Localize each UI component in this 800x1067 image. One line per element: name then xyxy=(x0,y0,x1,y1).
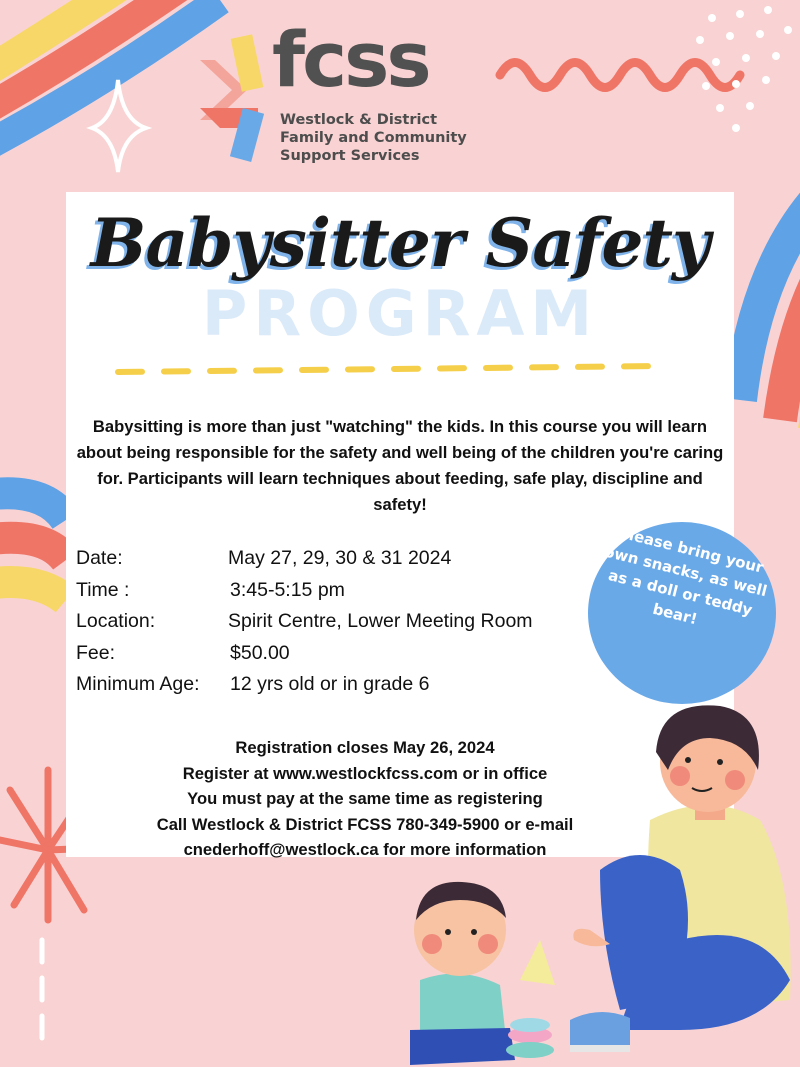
page-subtitle: PROGRAM xyxy=(201,277,599,350)
detail-label: Fee: xyxy=(76,642,116,664)
detail-value: 3:45-5:15 pm xyxy=(230,579,345,601)
detail-value: $50.00 xyxy=(230,642,290,664)
detail-value: Spirit Centre, Lower Meeting Room xyxy=(228,610,533,632)
detail-value: 12 yrs old or in grade 6 xyxy=(230,673,430,695)
fcss-wordmark: fcss xyxy=(272,15,429,104)
reminder-text: Please bring your own snacks, as well as a doll or teddy bear! xyxy=(602,523,769,629)
registration-line: Register at www.westlockfcss.com or in office xyxy=(182,763,548,783)
page-title: Babysitter Safety xyxy=(90,204,710,282)
organization-name xyxy=(280,111,467,165)
dashed-divider xyxy=(110,360,670,380)
child-illustration xyxy=(390,870,570,1067)
detail-label: Date: xyxy=(76,547,123,569)
org-line: Family and Community xyxy=(280,130,467,146)
detail-label: Time : xyxy=(76,579,130,601)
registration-line: cnederhoff@westlock.ca for more information xyxy=(183,840,547,860)
rainbow-left xyxy=(0,493,66,600)
registration-line: Registration closes May 26, 2024 xyxy=(235,738,495,757)
adult-illustration xyxy=(560,700,800,1067)
org-line: Westlock & District xyxy=(280,112,438,128)
detail-label: Minimum Age: xyxy=(76,673,200,695)
fcss-logo-mark xyxy=(200,34,264,162)
org-line: Support Services xyxy=(280,148,420,164)
registration-line: You must pay at the same time as registering xyxy=(187,789,543,809)
detail-label: Location: xyxy=(76,610,156,632)
program-description: Babysitting is more than just "watching" the kids. In this course you will learn about being responsible for the safety and well being of the children you're caring for. Participants will learn techniques about feeding, safe play, discipline and safety! xyxy=(76,417,724,514)
registration-line: Call Westlock & District FCSS 780-349-5900 or e-mail xyxy=(156,814,574,834)
detail-value: May 27, 29, 30 & 31 2024 xyxy=(228,547,452,569)
